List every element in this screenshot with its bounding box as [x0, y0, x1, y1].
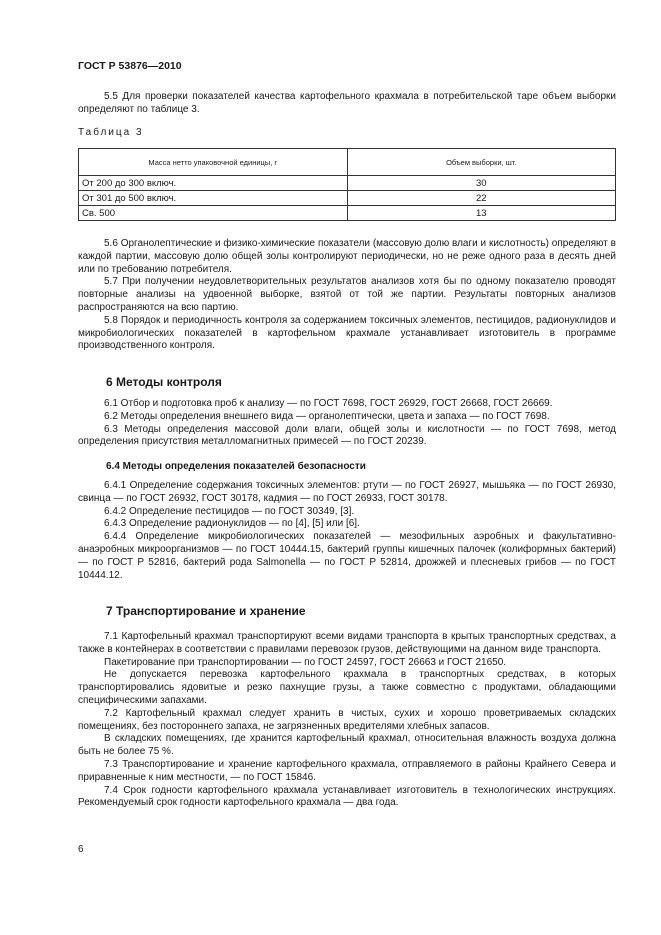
- document-header: ГОСТ Р 53876—2010: [78, 60, 182, 72]
- cell-volume: 22: [347, 191, 616, 206]
- section-7-title: 7 Транспортирование и хранение: [106, 604, 306, 618]
- paragraph-7-2: 7.2 Картофельный крахмал следует хранить в чистых, сухих и хорошо проветриваемых складских помещениях, без постороннего запаха, не загрязненных вредителями хлебных запасов.: [78, 707, 616, 732]
- paragraph-6-3: 6.3 Методы определения массовой доли влаги, общей золы и кислотности — по ГОСТ 7698, метод определения присутствия металломагнитных примесей — по ГОСТ 20239.: [78, 423, 616, 448]
- table-row: [79, 206, 616, 221]
- paragraph-7-1-restrictions: Не допускается перевозка картофельного крахмала в транспортных средствах, в которых транспортировались ядовитые и резко пахнущие грузы, а также совместно с продуктами, обладающими специфическими запахами.: [78, 669, 616, 706]
- sampling-table: [78, 148, 616, 221]
- page-number: 6: [78, 844, 84, 855]
- cell-mass: Св. 500: [79, 206, 348, 221]
- paragraph-6-2: 6.2 Методы определения внешнего вида — органолептически, цвета и запаха — по ГОСТ 7698.: [104, 410, 550, 422]
- column-header-volume: Объем выборки, шт.: [347, 149, 616, 176]
- paragraph-7-3: 7.3 Транспортирование и хранение картофельного крахмала, отправляемого в районы Крайнего Севера и приравненные к ним местности, — по ГОСТ 15846.: [78, 758, 616, 783]
- table-header-row: [79, 149, 616, 176]
- paragraph-6-4-3: 6.4.3 Определение радионуклидов — по [4], [5] или [6].: [104, 518, 360, 530]
- paragraph-6-4-1: 6.4.1 Определение содержания токсичных элементов: ртути — по ГОСТ 26927, мышьяка — по ГОСТ 26930, свинца — по ГОСТ 26932, ГОСТ 30178, кадмия — по ГОСТ 26933, ГОСТ 30178.: [78, 480, 616, 504]
- paragraph-6-1: 6.1 Отбор и подготовка проб к анализу — по ГОСТ 7698, ГОСТ 26929, ГОСТ 26668, ГОСТ 26669.: [104, 398, 553, 409]
- paragraph-7-2-humidity: В складских помещениях, где хранится картофельный крахмал, относительная влажность воздуха должна быть не более 75 %.: [78, 733, 616, 758]
- subsection-6-4-body: [78, 480, 616, 582]
- paragraph-5-6: 5.6 Органолептические и физико-химические показатели (массовую долю влаги и кислотность) определяют в каждой партии, массовую долю общей золы контролируют периодически, но не реже одного раза в десять дней или по требованию потребителя.: [78, 238, 616, 275]
- subsection-6-4-title: 6.4 Методы определения показателей безопасности: [106, 461, 366, 472]
- table-caption: Таблица 3: [78, 127, 144, 138]
- column-header-mass: Масса нетто упаковочной единицы, г: [79, 149, 348, 176]
- paragraph-5-7: 5.7 При получении неудовлетворительных результатов анализов хотя бы по одному показателю проводят повторные анализы на удвоенной выборке, взятой от той же партии. Результаты повторных анализов распространяются на всю партию.: [78, 276, 616, 313]
- cell-mass: От 200 до 300 включ.: [79, 176, 348, 191]
- paragraphs-5-6-to-5-8: [78, 238, 616, 353]
- paragraph-7-1-packaging: Пакетирование при транспортировании — по ГОСТ 24597, ГОСТ 26663 и ГОСТ 21650.: [104, 656, 507, 668]
- paragraph-7-4: 7.4 Срок годности картофельного крахмала устанавливает изготовитель в технологических инструкциях. Рекомендуемый срок годности картофельного крахмала — два года.: [78, 784, 616, 809]
- table-row: [79, 191, 616, 206]
- section-6-body: [78, 398, 616, 449]
- table-row: [79, 176, 616, 191]
- paragraph-5-5: [78, 91, 616, 117]
- paragraph-text: 5.5 Для проверки показателей качества картофельного крахмала в потребительской таре объем выборки определяют по таблице 3.: [78, 91, 616, 115]
- paragraph-5-8: 5.8 Порядок и периодичность контроля за содержанием токсичных элементов, пестицидов, радионуклидов и микробиологических показателей в картофельном крахмале устанавливает изготовитель в программе производственного контроля.: [78, 314, 616, 352]
- cell-volume: 13: [347, 206, 616, 221]
- paragraph-6-4-2: 6.4.2 Определение пестицидов — по ГОСТ 30349, [3].: [104, 505, 355, 517]
- cell-mass: От 301 до 500 включ.: [79, 191, 348, 206]
- section-7-body: [78, 631, 616, 810]
- paragraph-6-4-4: 6.4.4 Определение микробиологических показателей — мезофильных аэробных и факультативно-анаэробных микроорганизмов — по ГОСТ 10444.15, бактерий группы кишечных палочек (колиформных бактерий) — по ГОСТ Р 52816, бактерий рода Salmonella — по ГОСТ Р 52814, дрожжей и плесневых грибов — по ГОСТ 10444.12.: [78, 531, 616, 581]
- cell-volume: 30: [347, 176, 616, 191]
- section-6-title: 6 Методы контроля: [106, 375, 222, 389]
- paragraph-7-1: 7.1 Картофельный крахмал транспортируют всеми видами транспорта в крытых транспортных средствах, а также в контейнерах в соответствии с правилами перевозок грузов, действующими на данном виде транспорта.: [78, 631, 616, 655]
